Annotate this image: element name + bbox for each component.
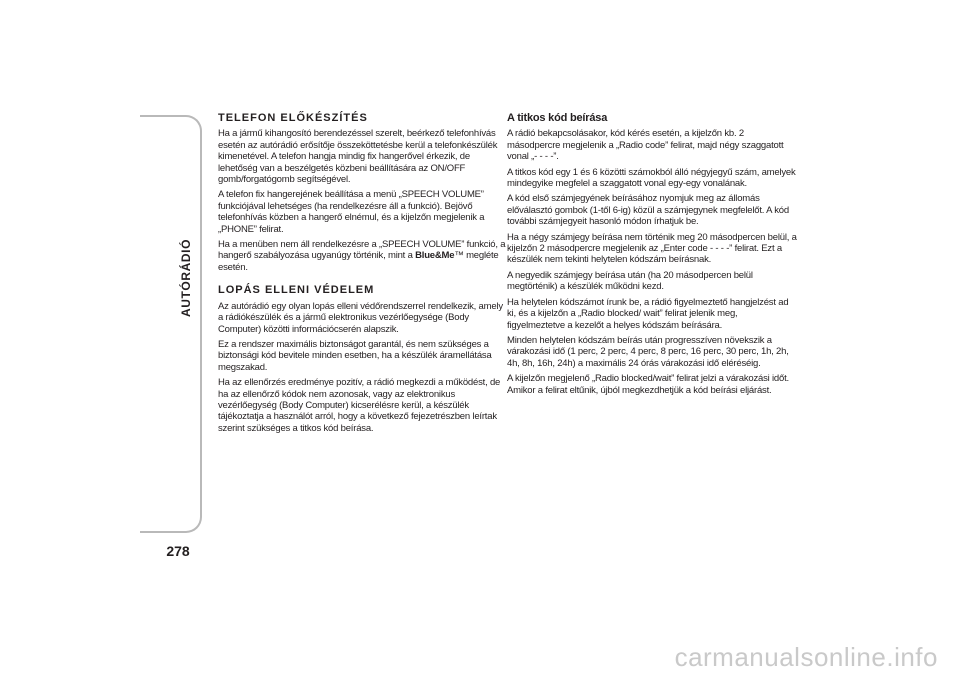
side-tab-frame	[140, 115, 202, 533]
paragraph: A kód első számjegyének beírásához nyomjuk meg az állomás előválasztó gombok (1-től 6-ig) közül a számjegynek megfelelőt. A kód további számjegyeit hasonló módon írhatjuk be.	[507, 193, 789, 228]
paragraph: Az autórádió egy olyan lopás elleni védőrendszerrel rendelkezik, amely a rádiókészülék és a jármű elektronikus vezérlőegysége (Body Computer) közötti információcserén alapszik.	[218, 300, 503, 335]
paragraph-text: Ha a menüben nem áll rendelkezésre a „SPEECH VOLUME” funkció, a hangerő szabályozása ugyanúgy történik, mint a	[218, 239, 506, 262]
paragraph: Ha a négy számjegy beírása nem történik meg 20 másodpercen belül, a kijelzőn 2 másodpercre megjelenik az „Enter code - - - -” felirat. Ezt a készülék nem tekinti helytelen kódszám beírásnak.	[507, 231, 797, 266]
heading-titkos-kod: A titkos kód beírása	[507, 112, 608, 124]
paragraph: A rádió bekapcsolásakor, kód kérés esetén, a kijelzőn kb. 2 másodpercre megjelenik a „Radio code” felirat, majd négy szaggatott vonal „- - - -”.	[507, 128, 784, 163]
paragraph: A titkos kód egy 1 és 6 közötti számokból álló négyjegyű szám, amelyek mindegyike megfelel a szaggatott vonal egy-egy vonalának.	[507, 166, 796, 190]
heading-telefon: TELEFON ELŐKÉSZÍTÉS	[218, 112, 368, 124]
left-column	[218, 113, 508, 438]
paragraph: A kijelzőn megjelenő „Radio blocked/wait” felirat jelzi a várakozási időt. Amikor a felirat eltűnik, újból megkezdhetjük a kód beírási eljárást.	[507, 373, 789, 396]
right-column	[507, 113, 797, 400]
brand-name: Blue&Me	[415, 250, 455, 262]
paragraph: Minden helytelen kódszám beírás után progresszíven növekszik a várakozási idő (1 perc, 2 perc, 4 perc, 8 perc, 16 perc, 30 perc, 1h, 2h, 4h, 8h, 16h, 24h) a maximális 24 órás várakozási idő eléréséig.	[507, 334, 789, 369]
paragraph: Ha az ellenőrzés eredménye pozitív, a rádió megkezdi a működést, de ha az ellenőrző kódok nem azonosak, vagy az elektronikus vezérlőegység (Body Computer) kicserélésre kerül, a készülék tájékoztatja a használót arról, hogy a következő fejezetrészben leírtak szerint szükséges a titkos kód beírása.	[218, 377, 501, 434]
watermark: carmanualsonline.info	[674, 642, 938, 672]
paragraph: A telefon fix hangerejének beállítása a menü „SPEECH VOLUME” funkciójával lehetséges (ha rendelkezésre áll a funkció). Bejövő telefonhívás közben a hangerő elnémul, és a kijelzőn megjelenik a „PHONE” felirat.	[218, 189, 485, 235]
paragraph: Ha helytelen kódszámot írunk be, a rádió figyelmeztető hangjelzést ad ki, és a kijelzőn a „Radio blocked/ wait” felirat jelenik meg, figyelmeztetve a kezelőt a helyes kódszám beírására.	[507, 296, 789, 331]
paragraph-text: ™ megléte esetén.	[218, 250, 499, 273]
section-label: AUTÓRÁDIÓ	[179, 238, 193, 318]
heading-lopas: LOPÁS ELLENI VÉDELEM	[218, 284, 375, 297]
paragraph: Ez a rendszer maximális biztonságot garantál, és nem szükséges a biztonsági kód bevitele minden esetben, ha a készülék áramellátása megszakad.	[218, 338, 492, 373]
paragraph	[218, 239, 508, 273]
paragraph: Ha a jármű kihangosító berendezéssel szerelt, beérkező telefonhívás esetén az autórádió erősítője összeköttetésbe kerül a telefonkészülék kimenetével. A telefon hangja mindig fix hangerővel érkezik, de lehetőség van a beszélgetés közbeni beállítására az ON/OFF gomb/forgatógomb segítségével.	[218, 128, 498, 186]
paragraph: A negyedik számjegy beírása után (ha 20 másodpercen belül megtörténik) a készülék működni kezd.	[507, 269, 753, 293]
page-number: 278	[166, 543, 190, 559]
